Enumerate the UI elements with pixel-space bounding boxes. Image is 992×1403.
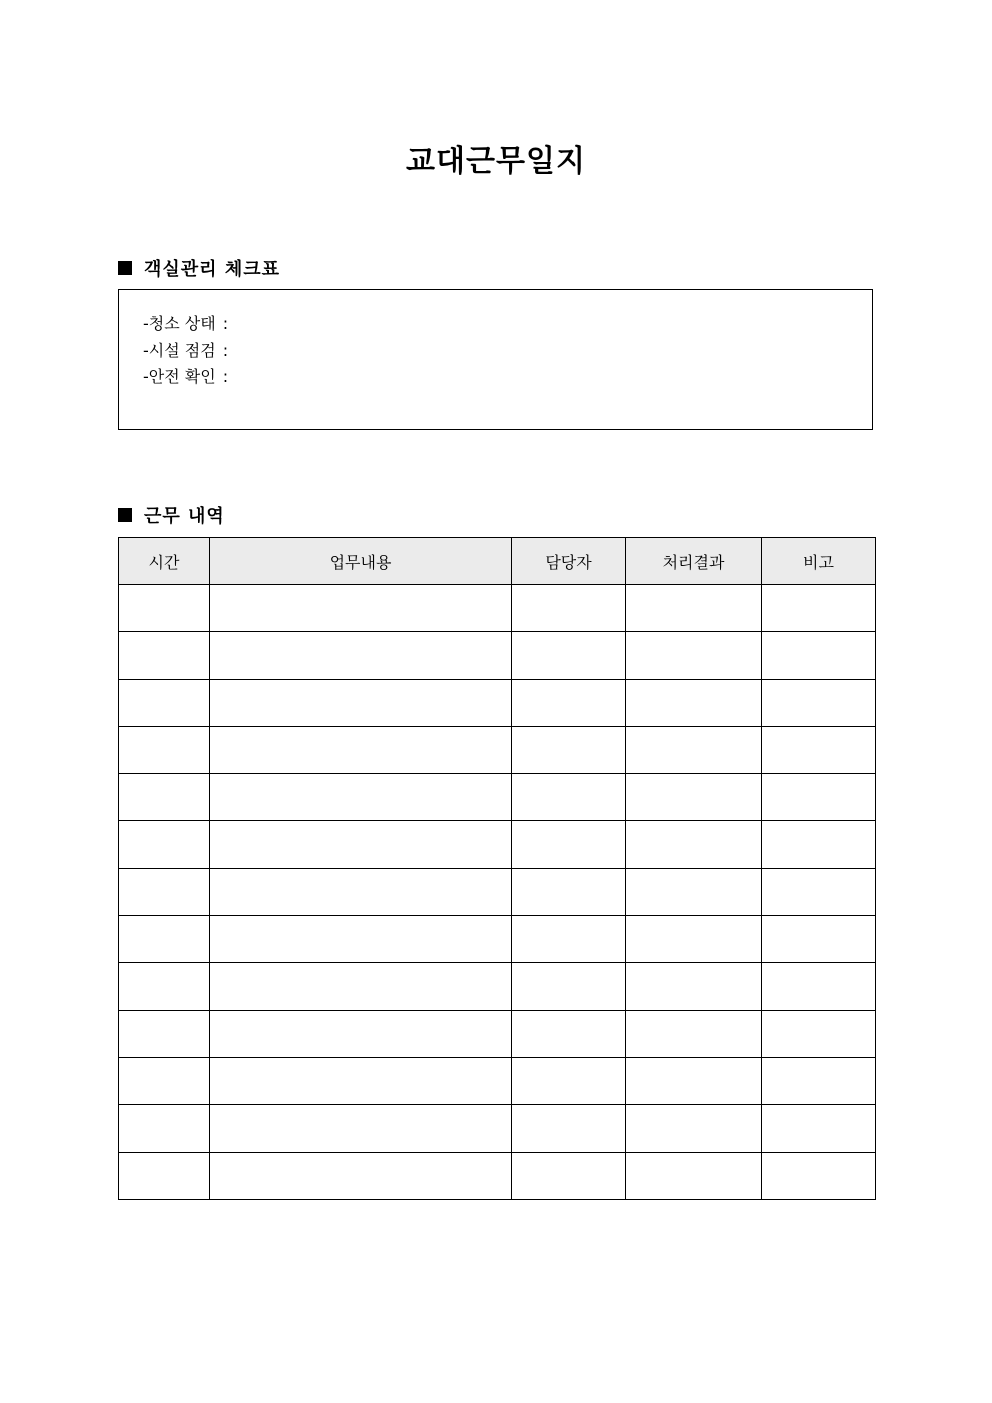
- cell-notes[interactable]: [762, 821, 876, 868]
- table-row: [119, 963, 876, 1010]
- cell-task[interactable]: [210, 585, 512, 632]
- checklist-section-heading: [118, 255, 280, 281]
- checklist-item-label: -시설 점검: [143, 341, 216, 360]
- checklist-item-separator: :: [222, 314, 229, 333]
- cell-result[interactable]: [626, 1152, 762, 1199]
- table-row: [119, 868, 876, 915]
- work-section-heading: [118, 502, 225, 528]
- cell-notes[interactable]: [762, 774, 876, 821]
- cell-result[interactable]: [626, 632, 762, 679]
- cell-task[interactable]: [210, 679, 512, 726]
- cell-task[interactable]: [210, 726, 512, 773]
- cell-assignee[interactable]: [512, 821, 626, 868]
- table-row: [119, 774, 876, 821]
- cell-task[interactable]: [210, 632, 512, 679]
- checklist-item-separator: :: [222, 367, 229, 386]
- black-square-bullet-icon: [118, 508, 132, 522]
- checklist-item-separator: :: [222, 341, 229, 360]
- checklist-item-facility: [143, 338, 228, 361]
- cell-assignee[interactable]: [512, 916, 626, 963]
- cell-assignee[interactable]: [512, 1057, 626, 1104]
- cell-task[interactable]: [210, 1105, 512, 1152]
- cell-assignee[interactable]: [512, 679, 626, 726]
- cell-notes[interactable]: [762, 585, 876, 632]
- cell-result[interactable]: [626, 1105, 762, 1152]
- cell-assignee[interactable]: [512, 632, 626, 679]
- cell-assignee[interactable]: [512, 774, 626, 821]
- cell-notes[interactable]: [762, 726, 876, 773]
- cell-task[interactable]: [210, 821, 512, 868]
- cell-notes[interactable]: [762, 1105, 876, 1152]
- column-header-notes: 비고: [762, 538, 876, 585]
- cell-time[interactable]: [119, 963, 210, 1010]
- cell-result[interactable]: [626, 868, 762, 915]
- cell-time[interactable]: [119, 1152, 210, 1199]
- cell-time[interactable]: [119, 774, 210, 821]
- table-row: [119, 1010, 876, 1057]
- table-row: [119, 821, 876, 868]
- cell-time[interactable]: [119, 1057, 210, 1104]
- cell-time[interactable]: [119, 916, 210, 963]
- cell-task[interactable]: [210, 916, 512, 963]
- cell-result[interactable]: [626, 726, 762, 773]
- cell-notes[interactable]: [762, 632, 876, 679]
- cell-assignee[interactable]: [512, 1010, 626, 1057]
- table-row: [119, 679, 876, 726]
- cell-result[interactable]: [626, 963, 762, 1010]
- cell-task[interactable]: [210, 1010, 512, 1057]
- cell-assignee[interactable]: [512, 1105, 626, 1152]
- checklist-heading-label: 객실관리 체크표: [144, 259, 280, 280]
- checklist-item-cleaning: [143, 311, 228, 334]
- cell-task[interactable]: [210, 868, 512, 915]
- cell-task[interactable]: [210, 1057, 512, 1104]
- cell-time[interactable]: [119, 726, 210, 773]
- cell-result[interactable]: [626, 1010, 762, 1057]
- document-title: 교대근무일지: [406, 144, 586, 179]
- cell-result[interactable]: [626, 585, 762, 632]
- cell-notes[interactable]: [762, 1152, 876, 1199]
- table-row: [119, 1105, 876, 1152]
- table-row: [119, 1152, 876, 1199]
- black-square-bullet-icon: [118, 261, 132, 275]
- checklist-item-label: -청소 상태: [143, 314, 216, 333]
- cell-assignee[interactable]: [512, 585, 626, 632]
- cell-task[interactable]: [210, 1152, 512, 1199]
- cell-notes[interactable]: [762, 963, 876, 1010]
- table-row: [119, 916, 876, 963]
- cell-time[interactable]: [119, 585, 210, 632]
- column-header-time: 시간: [119, 538, 210, 585]
- cell-notes[interactable]: [762, 1057, 876, 1104]
- cell-time[interactable]: [119, 1010, 210, 1057]
- column-header-result: 처리결과: [626, 538, 762, 585]
- cell-result[interactable]: [626, 1057, 762, 1104]
- work-log-table: [118, 537, 876, 1200]
- table-row: [119, 1057, 876, 1104]
- checklist-item-label: -안전 확인: [143, 367, 216, 386]
- cell-task[interactable]: [210, 774, 512, 821]
- cell-time[interactable]: [119, 1105, 210, 1152]
- checklist-panel: [118, 289, 873, 430]
- cell-notes[interactable]: [762, 679, 876, 726]
- table-row: [119, 726, 876, 773]
- table-row: [119, 632, 876, 679]
- cell-time[interactable]: [119, 868, 210, 915]
- cell-notes[interactable]: [762, 868, 876, 915]
- cell-result[interactable]: [626, 821, 762, 868]
- cell-result[interactable]: [626, 679, 762, 726]
- cell-result[interactable]: [626, 916, 762, 963]
- cell-time[interactable]: [119, 632, 210, 679]
- cell-time[interactable]: [119, 821, 210, 868]
- checklist-item-safety: [143, 364, 228, 387]
- work-heading-label: 근무 내역: [144, 506, 225, 527]
- cell-assignee[interactable]: [512, 1152, 626, 1199]
- column-header-task: 업무내용: [210, 538, 512, 585]
- table-row: [119, 585, 876, 632]
- cell-task[interactable]: [210, 963, 512, 1010]
- cell-result[interactable]: [626, 774, 762, 821]
- column-header-assignee: 담당자: [512, 538, 626, 585]
- cell-time[interactable]: [119, 679, 210, 726]
- table-header-row: [119, 538, 876, 585]
- cell-assignee[interactable]: [512, 963, 626, 1010]
- cell-assignee[interactable]: [512, 726, 626, 773]
- cell-notes[interactable]: [762, 916, 876, 963]
- cell-assignee[interactable]: [512, 868, 626, 915]
- cell-notes[interactable]: [762, 1010, 876, 1057]
